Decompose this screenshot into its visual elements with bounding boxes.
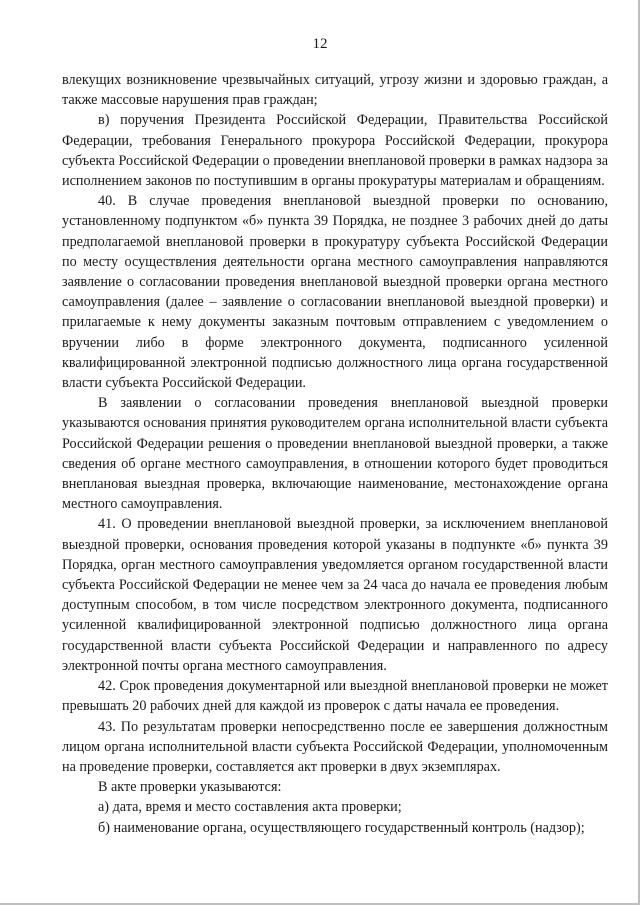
paragraph-40: 40. В случае проведения внеплановой выездной проверки по основанию, установленному подпунктом «б» пункта 39 Порядка, не позднее 3 рабочих дней до даты предполагаемой внеплановой проверки в прокуратуру субъекта Российской Федерации по месту осуществления деятельности органа местного самоуправления направляются заявление о согласовании проведения внеплановой выездной проверки органа местного самоуправления (далее – заявление о согласовании внеплановой выездной проверки) и прилагаемые к нему документы заказным почтовым отправлением с уведомлением о вручении либо в форме электронного документа, подписанного усиленной квалифицированной электронной подписью должностного лица органа государственной власти субъекта Российской Федерации. xyxy=(62,193,608,392)
paragraph-item-a: а) дата, время и место составления акта проверки; xyxy=(98,799,402,816)
document-body xyxy=(62,70,608,838)
paragraph-42: 42. Срок проведения документарной или выездной внеплановой проверки не может превышать 20 рабочих дней для каждой из проверок с даты начала ее проведения. xyxy=(62,678,608,715)
paragraph-continuation: влекущих возникновение чрезвычайных ситуаций, угрозу жизни и здоровью граждан, а также массовые нарушения прав граждан; xyxy=(62,72,608,109)
paragraph-40-application: В заявлении о согласовании проведения внеплановой выездной проверки указываются основания принятия руководителем органа исполнительной власти субъекта Российской Федерации решения о проведении внеплановой выездной проверки, а также сведения об органе местного самоуправления, в отношении которого будет проводиться внеплановая выездная проверка, включающие наименование, местонахождение органа местного самоуправления. xyxy=(62,395,608,513)
paragraph-item-v: в) поручения Президента Российской Федерации, Правительства Российской Федерации, требования Генерального прокурора Российской Федерации, прокурора субъекта Российской Федерации о проведении внеплановой проверки в рамках надзора за исполнением законов по поступившим в органы прокуратуры материалам и обращениям. xyxy=(62,112,608,190)
page-number: 12 xyxy=(312,36,328,52)
paragraph-act-contents: В акте проверки указываются: xyxy=(98,779,282,796)
paragraph-item-b: б) наименование органа, осуществляющего государственный контроль (надзор); xyxy=(98,819,585,836)
paragraph-41: 41. О проведении внеплановой выездной проверки, за исключением внеплановой выездной проверки, основания проведения которой указаны в подпункте «б» пункта 39 Порядка, орган местного самоуправления уведомляется органом государственной власти субъекта Российской Федерации не менее чем за 24 часа до начала ее проведения любым доступным способом, в том числе посредством электронного документа, подписанного усиленной квалифицированной электронной подписью должностного лица органа государственной власти субъекта Российской Федерации и направленного по адресу электронной почты органа местного самоуправления. xyxy=(62,516,608,674)
paragraph-43: 43. По результатам проверки непосредственно после ее завершения должностным лицом органа исполнительной власти субъекта Российской Федерации, уполномоченным на проведение проверки, составляется акт проверки в двух экземплярах. xyxy=(62,718,608,775)
